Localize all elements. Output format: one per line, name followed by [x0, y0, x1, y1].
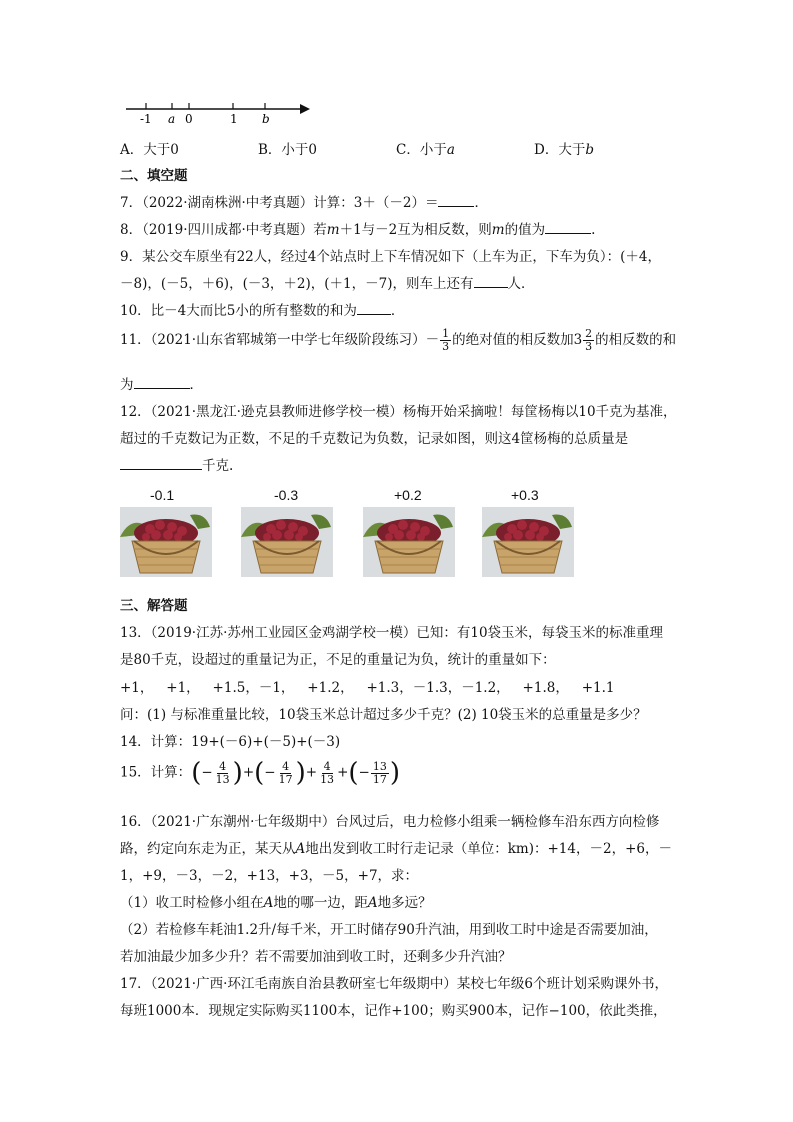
question-12-line3 — [120, 454, 233, 474]
question-11-line1 — [120, 328, 676, 353]
question-12-line2: 超过的千克数记为正数，不足的千克数记为负数，记录如图，则这4筐杨梅的总质量是 — [120, 431, 629, 447]
q11-text: 11．（2021·山东省郓城第一中学七年级阶段练习）－ — [120, 332, 440, 348]
answer-blank[interactable] — [474, 275, 508, 288]
question-14: 14．计算：19+(－6)+(－5)+(－3) — [120, 734, 341, 750]
fraction-two-thirds: $\frac{2}{3}$ — [585, 327, 593, 353]
section-heading-fill-in: 二、填空题 — [120, 168, 188, 184]
option-text: 大于0 — [143, 142, 179, 158]
q11-end: ． — [189, 377, 203, 393]
question-16-line6: 若加油最少加多少升？若不需要加油到收工时，还剩多少升汽油？ — [120, 949, 512, 965]
basket-label-3: +0.2 — [394, 487, 422, 503]
q8-text: ＋1与－2互为相反数，则 — [339, 222, 492, 238]
answer-blank[interactable] — [134, 376, 190, 389]
question-7 — [120, 191, 488, 211]
tick-label-neg1: -1 — [140, 112, 152, 126]
question-10 — [120, 299, 404, 319]
question-17-line2: 每班1000本．现规定实际购买1100本，记作+100；购买900本，记作−100，依此类推， — [120, 1003, 667, 1019]
tick-label-a: a — [168, 112, 176, 126]
q9-text: －8)，(－5，＋6)，(－3，＋2)，(＋1，－7)，则车上还有 — [120, 276, 474, 292]
q16-text: （1）收工时检修小组在 — [120, 895, 264, 911]
q7-end: ． — [474, 195, 488, 211]
option-c[interactable] — [396, 138, 455, 158]
q16-var: A — [295, 841, 306, 857]
fraction: $\frac{13}{17}$ — [372, 759, 387, 786]
q10-end: ． — [390, 303, 405, 319]
basket-label-1: -0.1 — [150, 487, 175, 503]
q7-text: 7．（2022·湖南株洲·中考真题）计算：3＋（－2）＝ — [120, 195, 439, 211]
option-letter: C． — [396, 142, 420, 158]
basket-label-2: -0.3 — [274, 487, 299, 503]
answer-blank[interactable] — [357, 302, 391, 315]
answer-blank[interactable] — [438, 194, 474, 207]
bayberry-basket-image — [363, 507, 455, 577]
q16-text: 地出发到收工时行走记录（单位：km)：+14，－2，+6，－ — [305, 841, 672, 857]
q11-text: 的绝对值的相反数加3 — [452, 332, 583, 348]
option-d[interactable] — [534, 138, 594, 158]
option-text: 小于0 — [281, 142, 318, 158]
question-12-line1: 12．（2021·黑龙江·逊克县教师进修学校一模）杨梅开始采摘啦！每筐杨梅以10千克为基准， — [120, 404, 677, 420]
tick-label-b: b — [262, 112, 270, 126]
bayberry-basket-image — [482, 507, 574, 577]
question-13-line4: 问：(1) 与标准重量比较，10袋玉米总计超过多少千克？(2) 10袋玉米的总重量是多少？ — [120, 707, 647, 723]
q8-var: m — [326, 222, 340, 238]
bayberry-basket-image — [241, 507, 333, 577]
q16-text: 地多远？ — [377, 895, 432, 911]
question-16-line3: 1，+9，－3，－2，+13，+3，－5，+7，求： — [120, 868, 419, 884]
q8-text: 8．（2019·四川成都·中考真题）若 — [120, 222, 327, 238]
option-text: 大于 — [558, 142, 586, 158]
question-16-line2 — [120, 837, 672, 857]
option-letter: B． — [258, 142, 282, 158]
question-16-line4 — [120, 891, 432, 911]
option-var: a — [446, 142, 455, 158]
question-15: 15．计算：(− $\frac{4}{13}$ )+(− $\frac{4}{17}$ )+ $\frac{4}{13}$ +(− $\frac{13}{17}$ ) — [120, 758, 400, 788]
q10-text: 10．比－4大而比5小的所有整数的和为 — [120, 303, 357, 319]
question-9-line1: 9．某公交车原坐有22人，经过4个站点时上下车情况如下（上车为正，下车为负）：(＋4， — [120, 249, 661, 265]
option-letter: D． — [534, 142, 559, 158]
q8-end: . — [591, 222, 596, 238]
tick-label-1: 1 — [230, 112, 238, 126]
q15-text: 15．计算： — [120, 764, 192, 781]
question-16-line5: （2）若检修车耗油1.2升/每千米，开工时储存90升汽油，用到收工时中途是否需要加油， — [120, 922, 658, 938]
option-text: 小于 — [419, 142, 447, 158]
fraction-one-third: $\frac{1}{3}$ — [442, 327, 450, 353]
q16-var: A — [263, 895, 274, 911]
answer-blank[interactable] — [545, 221, 591, 234]
option-a[interactable] — [120, 138, 179, 158]
question-13-line3: +1， +1， +1.5，－1， +1.2， +1.3，－1.3，－1.2， +1.8， +1.1 — [120, 680, 615, 696]
option-b[interactable] — [258, 138, 317, 158]
question-13-line1: 13．（2019·江苏·苏州工业园区金鸡湖学校一模）已知：有10袋玉米，每袋玉米的标准重理 — [120, 625, 664, 641]
fraction: $\frac{4}{13}$ — [320, 759, 335, 786]
question-9-line2 — [120, 272, 535, 292]
question-11-line2 — [120, 373, 203, 393]
number-line — [120, 98, 310, 130]
basket-label-4: +0.3 — [511, 487, 539, 503]
fraction: $\frac{4}{17}$ — [278, 759, 293, 786]
q8-var: m — [491, 222, 505, 238]
q16-text: 路，约定向东走为正，某天从 — [120, 841, 296, 857]
q9-end: 人． — [507, 276, 535, 292]
section-heading-solve: 三、解答题 — [120, 598, 188, 614]
option-letter: A． — [120, 142, 144, 158]
question-16-line1: 16．（2021·广东潮州·七年级期中）台风过后，电力检修小组乘一辆检修车沿东西方向检修 — [120, 814, 660, 830]
fraction: $\frac{4}{13}$ — [215, 759, 230, 786]
q16-text: 地的哪一边，距 — [273, 895, 368, 911]
question-13-line2: 是80千克，设超过的重量记为正，不足的重量记为负，统计的重量如下： — [120, 652, 556, 668]
q11-text: 的相反数的和 — [595, 332, 677, 348]
q8-text: 的值为 — [504, 222, 546, 238]
question-8 — [120, 218, 595, 238]
q11-text: 为 — [120, 377, 134, 393]
q12-end: 千克. — [202, 458, 234, 474]
bayberry-basket-image — [120, 507, 212, 577]
option-var: b — [585, 142, 594, 158]
q16-var: A — [367, 895, 378, 911]
question-17-line1: 17．（2021·广西·环江毛南族自治县教研室七年级期中）某校七年级6个班计划采购课外书， — [120, 976, 668, 992]
tick-label-0: 0 — [185, 112, 193, 126]
answer-blank[interactable] — [120, 457, 202, 470]
